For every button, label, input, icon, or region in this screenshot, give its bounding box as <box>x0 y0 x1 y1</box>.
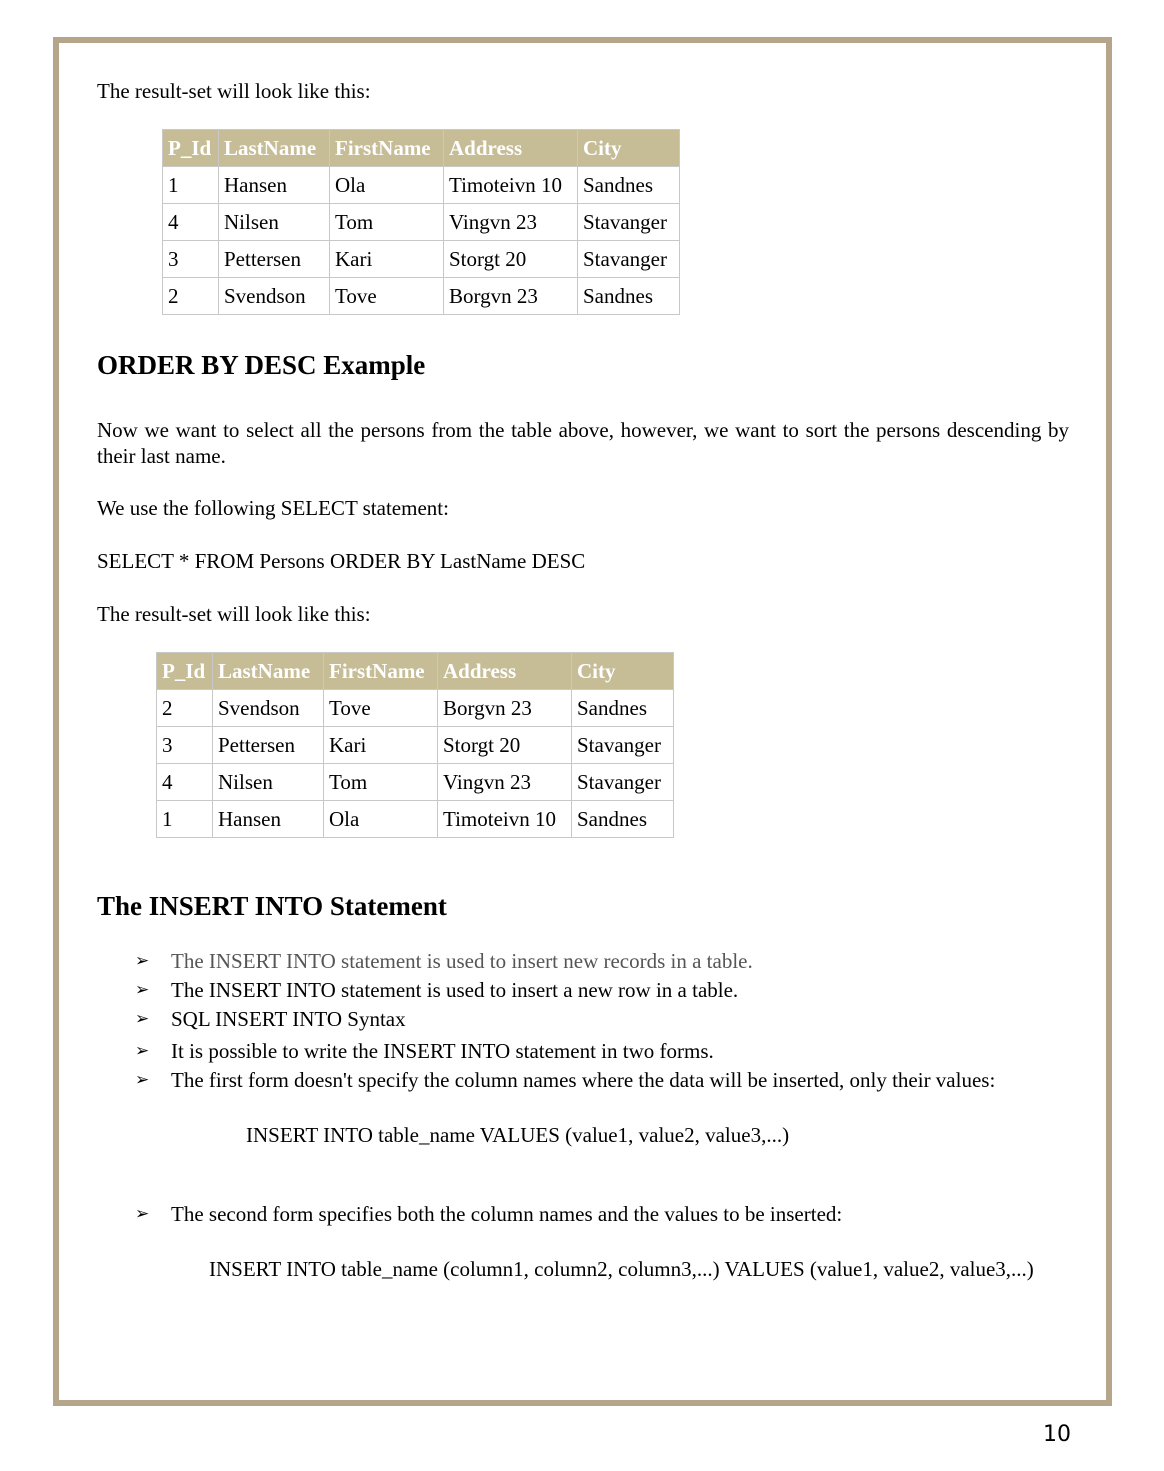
table-cell: Stavanger <box>572 727 674 764</box>
table-cell: Timoteivn 10 <box>438 801 572 838</box>
column-header: Address <box>444 130 578 167</box>
column-header: P_Id <box>163 130 219 167</box>
table-cell: Storgt 20 <box>444 241 578 278</box>
table-cell: Stavanger <box>572 764 674 801</box>
table-row <box>157 764 674 801</box>
section-heading-insert-into: The INSERT INTO Statement <box>97 891 447 921</box>
table-row <box>157 801 674 838</box>
bullet-text: It is possible to write the INSERT INTO statement in two forms. <box>171 1039 714 1063</box>
table-row <box>163 204 680 241</box>
table-cell: Tom <box>330 204 444 241</box>
table-cell: Svendson <box>213 690 324 727</box>
table-cell: Nilsen <box>213 764 324 801</box>
table-cell: 2 <box>157 690 213 727</box>
table-cell: 4 <box>163 204 219 241</box>
page-number: 10 <box>1043 1422 1071 1447</box>
table-cell: 1 <box>163 167 219 204</box>
table-row <box>163 278 680 315</box>
table-cell: Timoteivn 10 <box>444 167 578 204</box>
bullet-text: SQL INSERT INTO Syntax <box>171 1007 406 1031</box>
table-cell: Borgvn 23 <box>438 690 572 727</box>
arrow-bullet-icon: ➢ <box>135 980 150 1000</box>
table-cell: Svendson <box>219 278 330 315</box>
section-heading-order-by-desc: ORDER BY DESC Example <box>97 350 426 380</box>
table-cell: Storgt 20 <box>438 727 572 764</box>
table-cell: Hansen <box>219 167 330 204</box>
select-statement: SELECT * FROM Persons ORDER BY LastName DESC <box>97 549 586 573</box>
arrow-bullet-icon: ➢ <box>135 1204 150 1224</box>
column-header: Address <box>438 653 572 690</box>
table-row <box>157 727 674 764</box>
syntax-form-2: INSERT INTO table_name (column1, column2, column3,...) VALUES (value1, value2, value3,...) <box>209 1257 1034 1281</box>
table-cell: Stavanger <box>578 204 680 241</box>
table-cell: Sandnes <box>578 167 680 204</box>
syntax-form-1: INSERT INTO table_name VALUES (value1, value2, value3,...) <box>246 1123 790 1147</box>
arrow-bullet-icon: ➢ <box>135 1041 150 1061</box>
arrow-bullet-icon: ➢ <box>135 951 150 971</box>
table-cell: Pettersen <box>213 727 324 764</box>
table-cell: Stavanger <box>578 241 680 278</box>
column-header: LastName <box>219 130 330 167</box>
table-cell: Pettersen <box>219 241 330 278</box>
result-intro-2: The result-set will look like this: <box>97 602 371 626</box>
table-cell: Vingvn 23 <box>444 204 578 241</box>
select-intro: We use the following SELECT statement: <box>97 496 449 520</box>
table-cell: Sandnes <box>578 278 680 315</box>
table-cell: Nilsen <box>219 204 330 241</box>
table-cell: Ola <box>324 801 438 838</box>
table-row <box>163 167 680 204</box>
table-cell: 4 <box>157 764 213 801</box>
column-header: P_Id <box>157 653 213 690</box>
bullet-text: The INSERT INTO statement is used to insert new records in a table. <box>171 949 753 973</box>
table-header-row <box>157 653 674 690</box>
table-row <box>157 690 674 727</box>
table-cell: Ola <box>330 167 444 204</box>
column-header: FirstName <box>324 653 438 690</box>
table-cell: Sandnes <box>572 690 674 727</box>
bullet-text: The second form specifies both the column names and the values to be inserted: <box>171 1202 843 1226</box>
bullet-text: The INSERT INTO statement is used to insert a new row in a table. <box>171 978 739 1002</box>
table-cell: Tom <box>324 764 438 801</box>
table-header-row <box>163 130 680 167</box>
desc-paragraph: Now we want to select all the persons from the table above, however, we want to sort the persons descending by their last name. <box>97 418 1069 468</box>
table-cell: Borgvn 23 <box>444 278 578 315</box>
table-cell: 3 <box>163 241 219 278</box>
bullet-text: The first form doesn't specify the column names where the data will be inserted, only their values: <box>171 1068 996 1092</box>
table-cell: Sandnes <box>572 801 674 838</box>
table-cell: Tove <box>330 278 444 315</box>
table-cell: Vingvn 23 <box>438 764 572 801</box>
table-cell: Kari <box>324 727 438 764</box>
arrow-bullet-icon: ➢ <box>135 1009 150 1029</box>
result-intro-1: The result-set will look like this: <box>97 79 371 103</box>
result-table-2 <box>156 652 674 838</box>
table-cell: 2 <box>163 278 219 315</box>
column-header: City <box>572 653 674 690</box>
column-header: City <box>578 130 680 167</box>
table-row <box>163 241 680 278</box>
arrow-bullet-icon: ➢ <box>135 1070 150 1090</box>
table-cell: Tove <box>324 690 438 727</box>
table-cell: Hansen <box>213 801 324 838</box>
column-header: FirstName <box>330 130 444 167</box>
table-cell: 1 <box>157 801 213 838</box>
table-cell: 3 <box>157 727 213 764</box>
table-cell: Kari <box>330 241 444 278</box>
column-header: LastName <box>213 653 324 690</box>
result-table-1 <box>162 129 680 315</box>
